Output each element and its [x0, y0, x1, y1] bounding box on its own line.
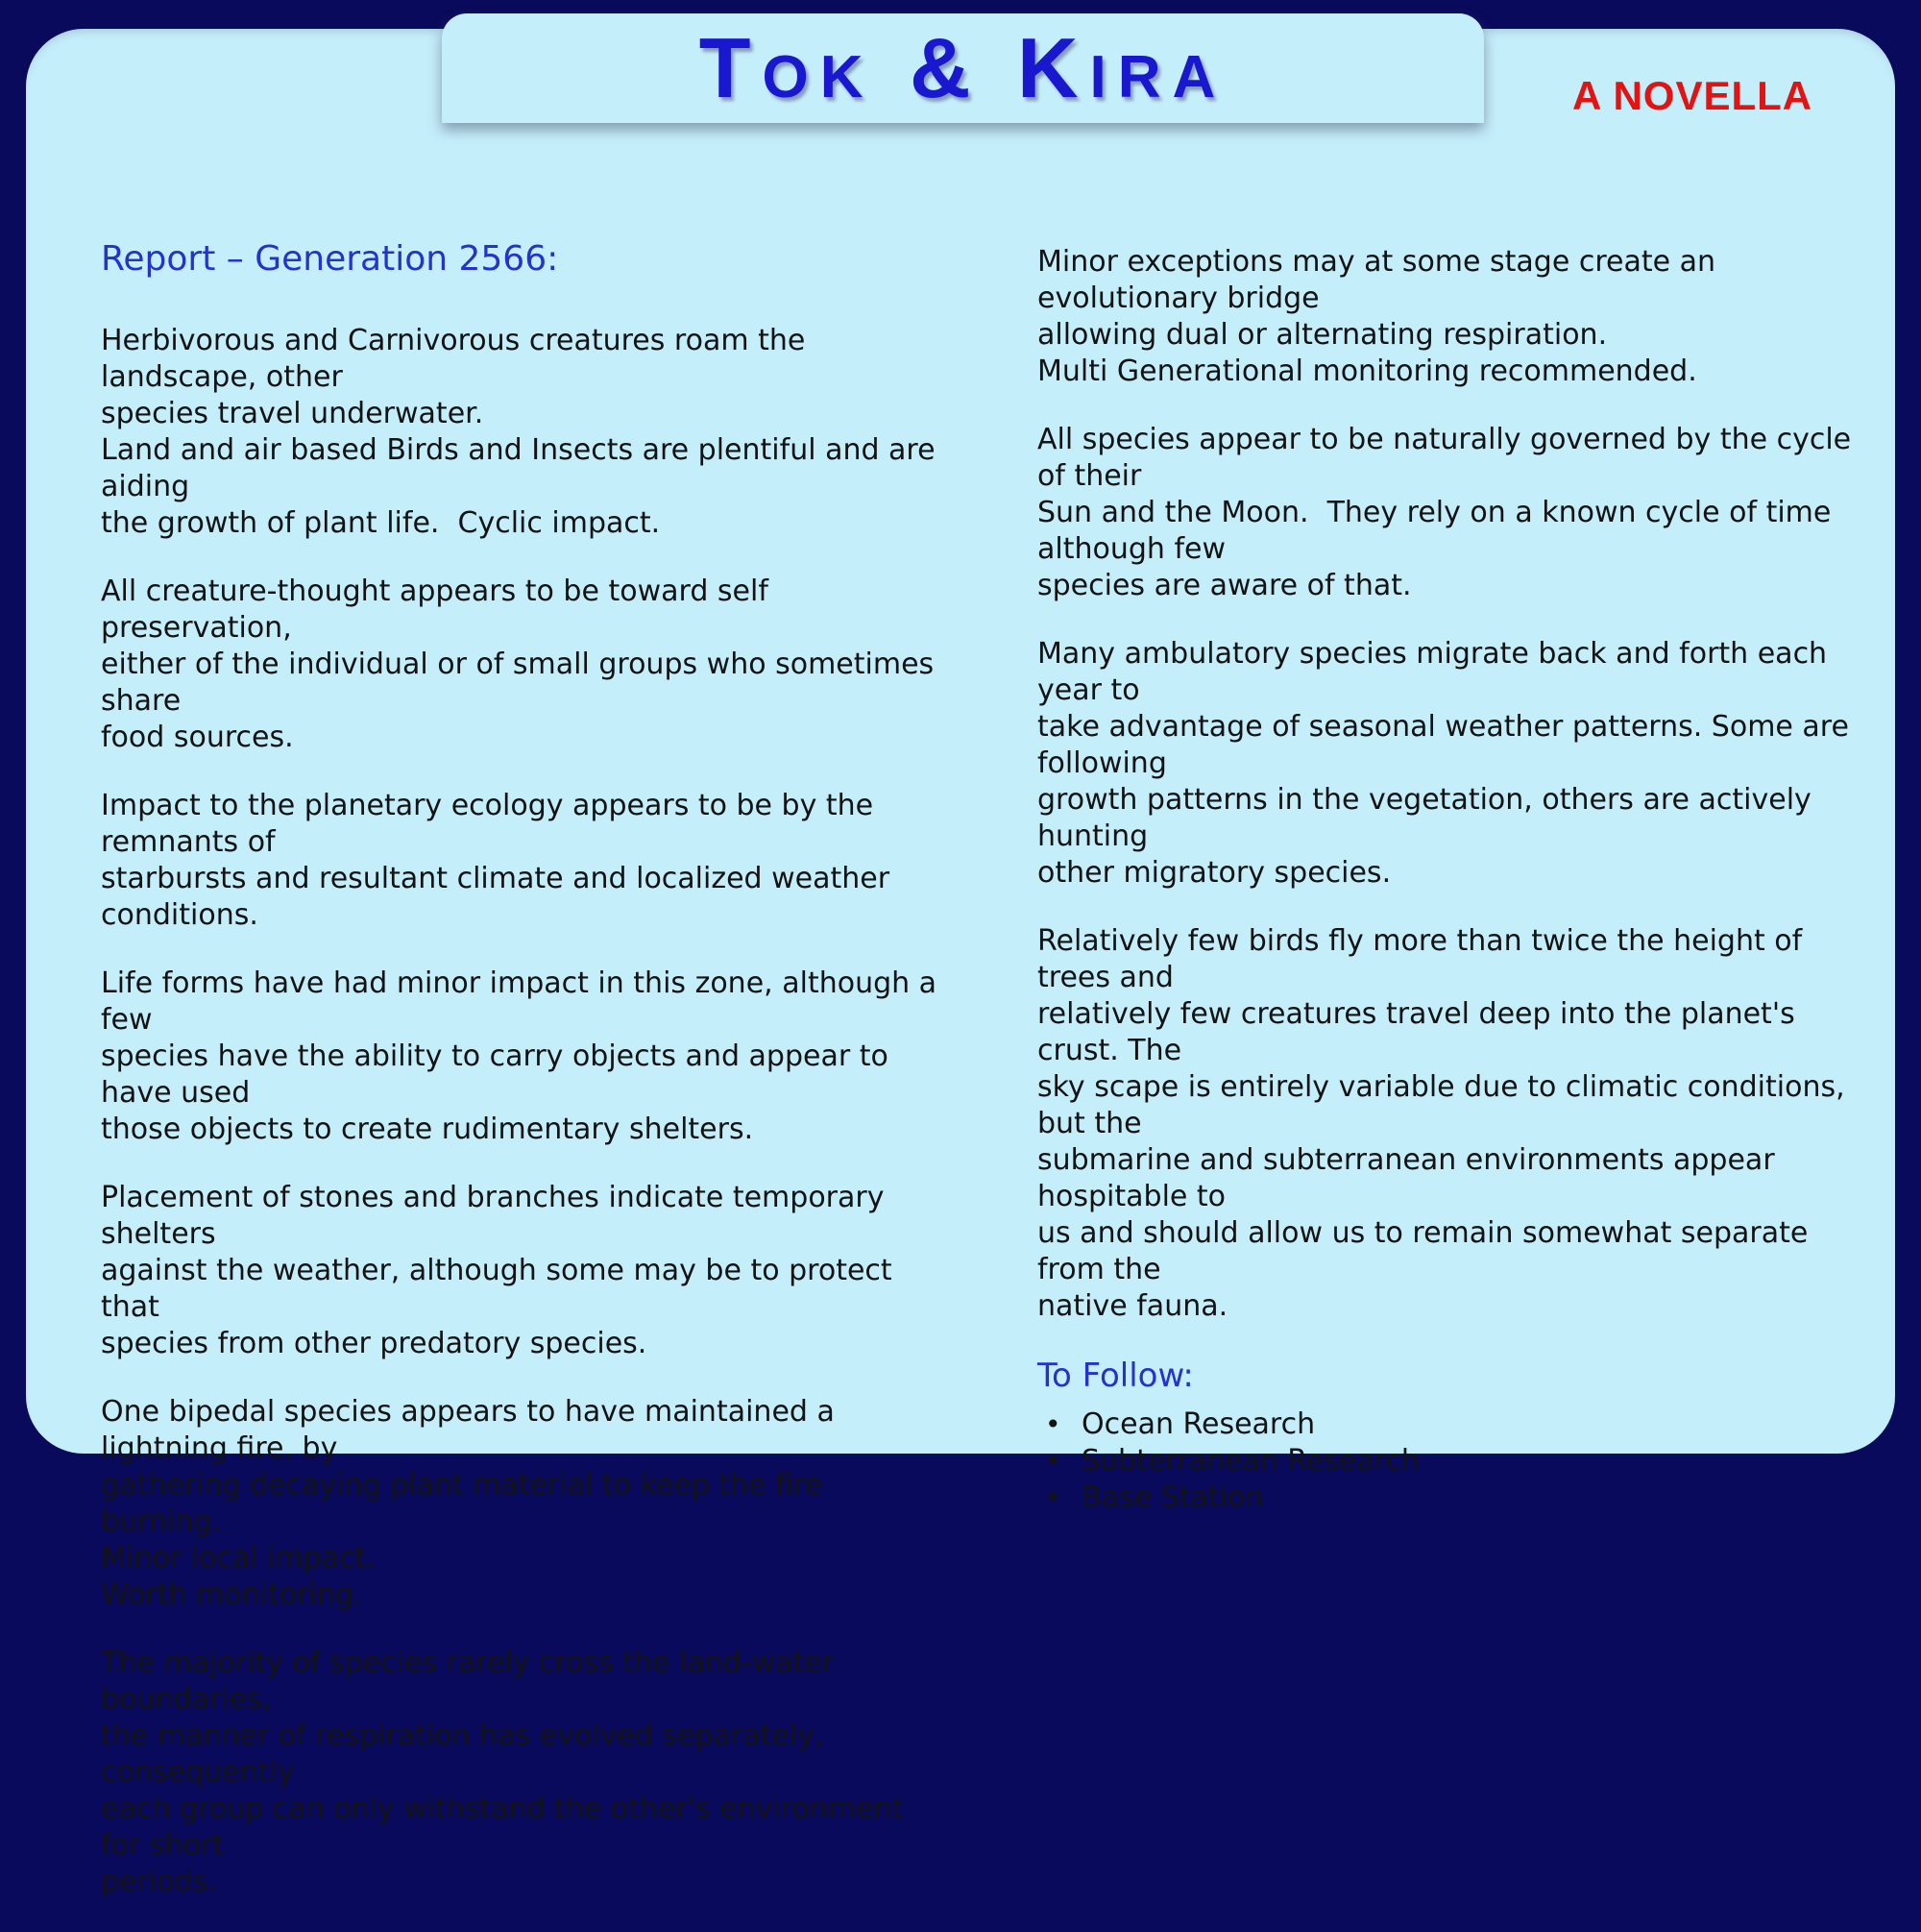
right-column	[1037, 244, 1873, 1516]
paragraph: Impact to the planetary ecology appears to be by the remnants of starbursts and resultant climate and localized weather conditions.	[101, 789, 890, 932]
left-column	[101, 240, 946, 1932]
paragraph: Herbivorous and Carnivorous creatures roam the landscape, other species travel underwater. Land and air based Birds and Insects are plentiful and are aiding the growth of plant life. Cyclic impact.	[101, 324, 945, 540]
paragraph: One bipedal species appears to have maintained a lightning fire, by gathering decaying plant material to keep the fire burning. Minor local impact. Worth monitoring.	[101, 1395, 844, 1611]
paragraph: All creature-thought appears to be toward self preservation, either of the individual or of small groups who sometimes share food sources.	[101, 575, 943, 754]
title-tab	[442, 13, 1484, 123]
novella-label: A NOVELLA	[1572, 73, 1813, 118]
list-item: • Subterranean Research	[1037, 1443, 1873, 1480]
right-paragraphs	[1037, 244, 1873, 1325]
paragraph: Many ambulatory species migrate back and forth each year to take advantage of seasonal weather patterns. Some are following growth patterns in the vegetation, others are actively hunting other migratory species.	[1037, 637, 1859, 890]
report-heading: Report – Generation 2566:	[101, 239, 559, 279]
paragraph: All species appear to be naturally governed by the cycle of their Sun and the Moon. They rely on a known cycle of time although few species are aware of that.	[1037, 423, 1860, 602]
book-title: Tok & Kira	[698, 20, 1228, 115]
list-item: • Base Station	[1037, 1480, 1873, 1516]
paragraph: Minor exceptions may at some stage create an evolutionary bridge allowing dual or alternating respiration. Multi Generational monitoring recommended.	[1037, 245, 1725, 388]
left-paragraphs	[101, 323, 946, 1900]
paragraph: Relatively few birds fly more than twice the height of trees and relatively few creatures travel deep into the planet's crust. The sky scape is entirely variable due to climatic conditions, but the submarine and subterranean environments appear hospitable to us and should allow us to remain somewhat separate from the native fauna.	[1037, 924, 1855, 1323]
follow-list	[1037, 1406, 1873, 1516]
paragraph: Placement of stones and branches indicate temporary shelters against the weather, although some may be to protect that species from other predatory species.	[101, 1181, 902, 1360]
list-item: • Ocean Research	[1037, 1406, 1873, 1443]
to-follow-heading: To Follow:	[1037, 1357, 1194, 1395]
paragraph: The majority of species rarely cross the land-water boundaries, the manner of respiration has evolved separately, consequently each group can only withstand the other's environment for short periods.	[101, 1646, 912, 1898]
paragraph: Life forms have had minor impact in this zone, although a few species have the ability to carry objects and appear to have used those objects to create rudimentary shelters.	[101, 966, 946, 1146]
